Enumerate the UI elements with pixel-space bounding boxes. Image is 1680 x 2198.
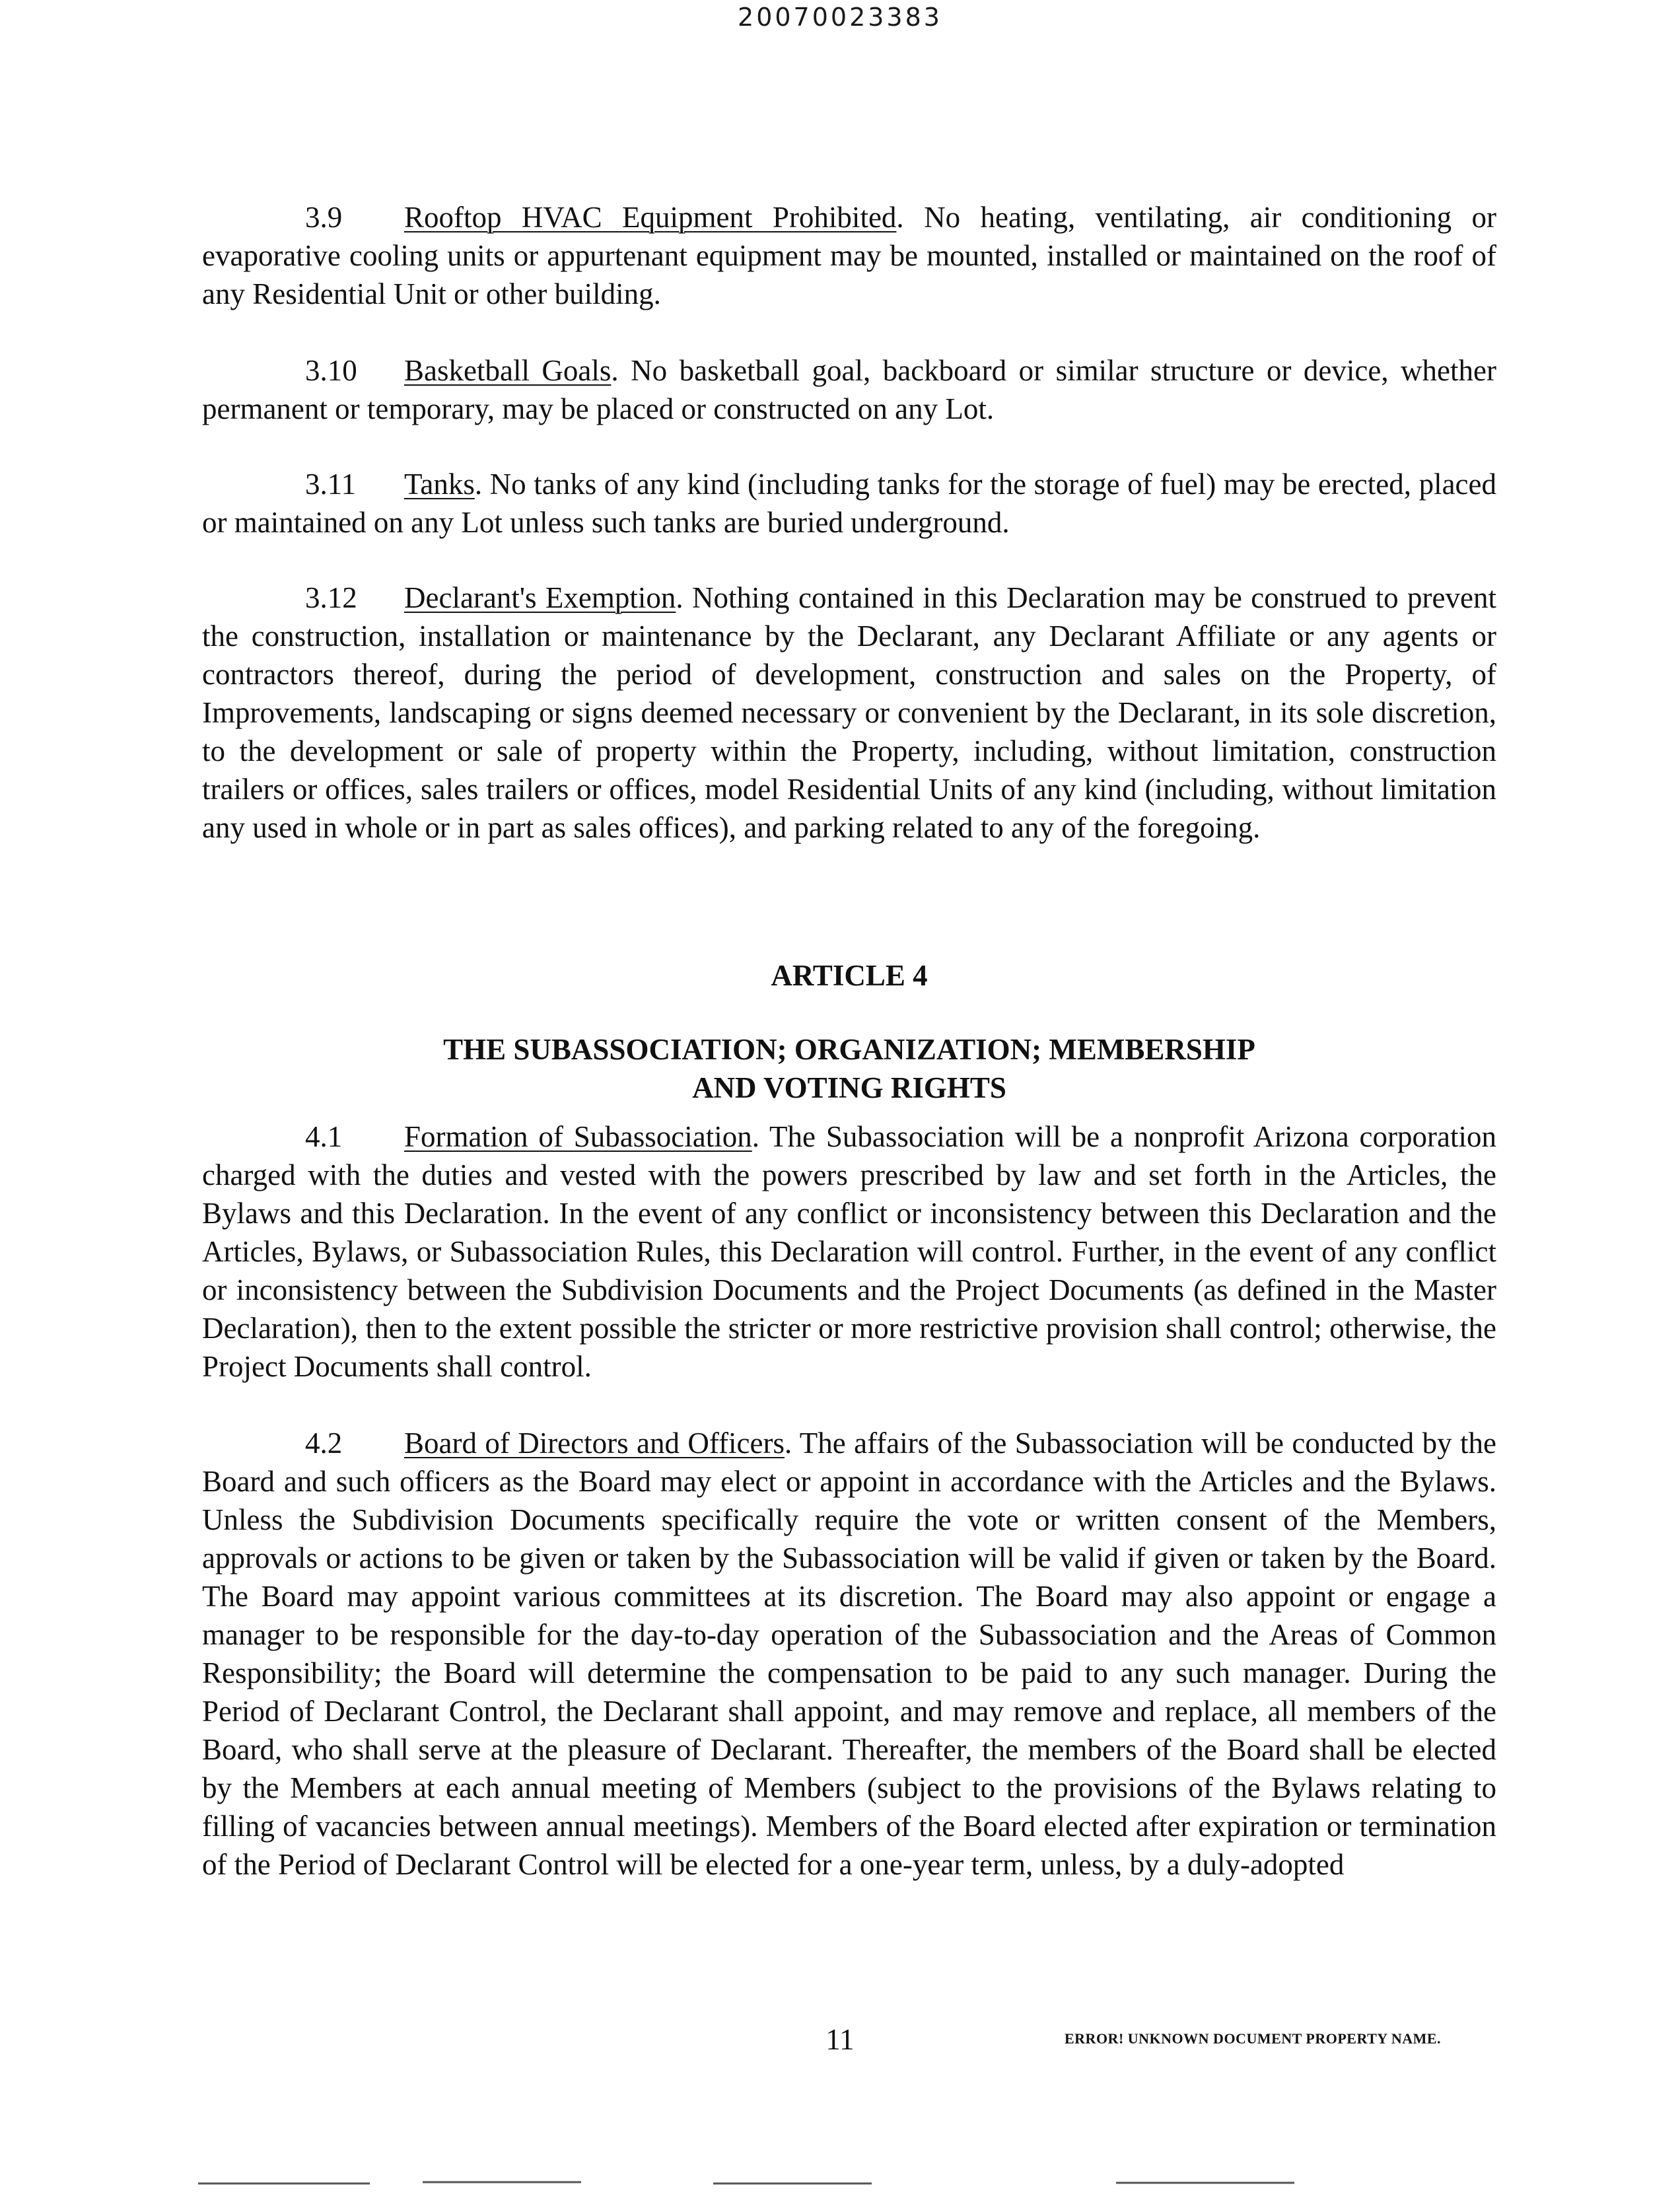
section-number: 4.2 — [305, 1427, 343, 1460]
section-text: . The affairs of the Subassociation will be conducted by the Board and such officers as the Board may elect or appoint in accordance with the Articles and the Bylaws. Unless the Subdivision Documents specifically require the vote or written consent of the Members, approvals or actions to be given or taken by the Subassociation will be valid if given or taken by the Board. The Board may appoint various committees at its discretion. The Board may also appoint or engage a manager to be responsible for the day-to-day operation of the Subassociation and the Areas of Common Responsibility; the Board will determine the compensation to be paid to any such manager. During the Period of Declarant Control, the Declarant shall appoint, and may remove and replace, all members of the Board, who shall serve at the pleasure of Declarant. Thereafter, the members of the Board shall be elected by the Members at each annual meeting of Members (subject to the provisions of the Bylaws relating to filling of vacancies between annual meetings). Members of the Board elected after expiration or termination of the Period of Declarant Control will be elected for a one-year term, unless, by a duly-adopted — [202, 1427, 1496, 1881]
scan-artifact-strip — [0, 2158, 1680, 2198]
section-number: 3.12 — [305, 581, 357, 614]
section-number: 3.11 — [305, 468, 357, 501]
section-text: . No tanks of any kind (including tanks for the storage of fuel) may be erected, placed or maintained on any Lot unless such tanks are buried underground. — [202, 468, 1496, 539]
section-heading: Formation of Subassociation — [404, 1120, 752, 1153]
section-number: 3.9 — [305, 201, 343, 234]
article-title-line-1: THE SUBASSOCIATION; ORGANIZATION; MEMBERSHIP — [443, 1033, 1255, 1066]
section-heading: Tanks — [404, 468, 475, 501]
section-heading: Rooftop HVAC Equipment Prohibited — [404, 201, 897, 234]
section-number: 3.10 — [305, 354, 357, 387]
page-number: 11 — [825, 2023, 855, 2056]
section-text: . No heating, ventilating, air conditioning or evaporative cooling units or appurtenant equipment may be mounted, installed or maintained on the roof of any Residential Unit or other building. — [202, 201, 1496, 310]
section-3-10 — [202, 351, 1496, 428]
section-text: . Nothing contained in this Declaration may be construed to prevent the construction, installation or maintenance by the Declarant, any Declarant Affiliate or any agents or contractors thereof, during the period of development, construction and sales on the Property, of Improvements, landscaping or signs deemed necessary or convenient by the Declarant, in its sole discretion, to the development or sale of property within the Property, including, without limitation, construction trailers or offices, sales trailers or offices, model Residential Units of any kind (including, without limitation any used in whole or in part as sales offices), and parking related to any of the foregoing. — [202, 581, 1496, 844]
article-title-line-2: AND VOTING RIGHTS — [692, 1071, 1006, 1104]
section-heading: Basketball Goals — [404, 354, 612, 387]
section-text: . No basketball goal, backboard or similar structure or device, whether permanent or temporary, may be placed or constructed on any Lot. — [202, 354, 1496, 425]
article-heading — [202, 956, 1496, 1107]
section-3-9 — [202, 198, 1496, 313]
section-4-1 — [202, 1117, 1496, 1386]
section-4-2 — [202, 1424, 1496, 1884]
section-heading: Declarant's Exemption — [404, 581, 676, 614]
section-3-12 — [202, 579, 1496, 847]
footer-error-text: ERROR! UNKNOWN DOCUMENT PROPERTY NAME. — [1065, 2030, 1442, 2047]
document-page — [202, 198, 1496, 1922]
section-text: . The Subassociation will be a nonprofit Arizona corporation charged with the duties and vested with the powers prescribed by law and set forth in the Articles, the Bylaws and this Declaration. In the event of any conflict or inconsistency between this Declaration and the Articles, Bylaws, or Subassociation Rules, this Declaration will control. Further, in the event of any conflict or inconsistency between the Subdivision Documents and the Project Documents (as defined in the Master Declaration), then to the extent possible the stricter or more restrictive provision shall control; otherwise, the Project Documents shall control. — [202, 1120, 1496, 1383]
article-label: ARTICLE 4 — [771, 959, 928, 992]
section-heading: Board of Directors and Officers — [404, 1427, 785, 1460]
section-number: 4.1 — [305, 1120, 343, 1153]
section-3-11 — [202, 465, 1496, 542]
document-number: 20070023383 — [738, 3, 942, 32]
